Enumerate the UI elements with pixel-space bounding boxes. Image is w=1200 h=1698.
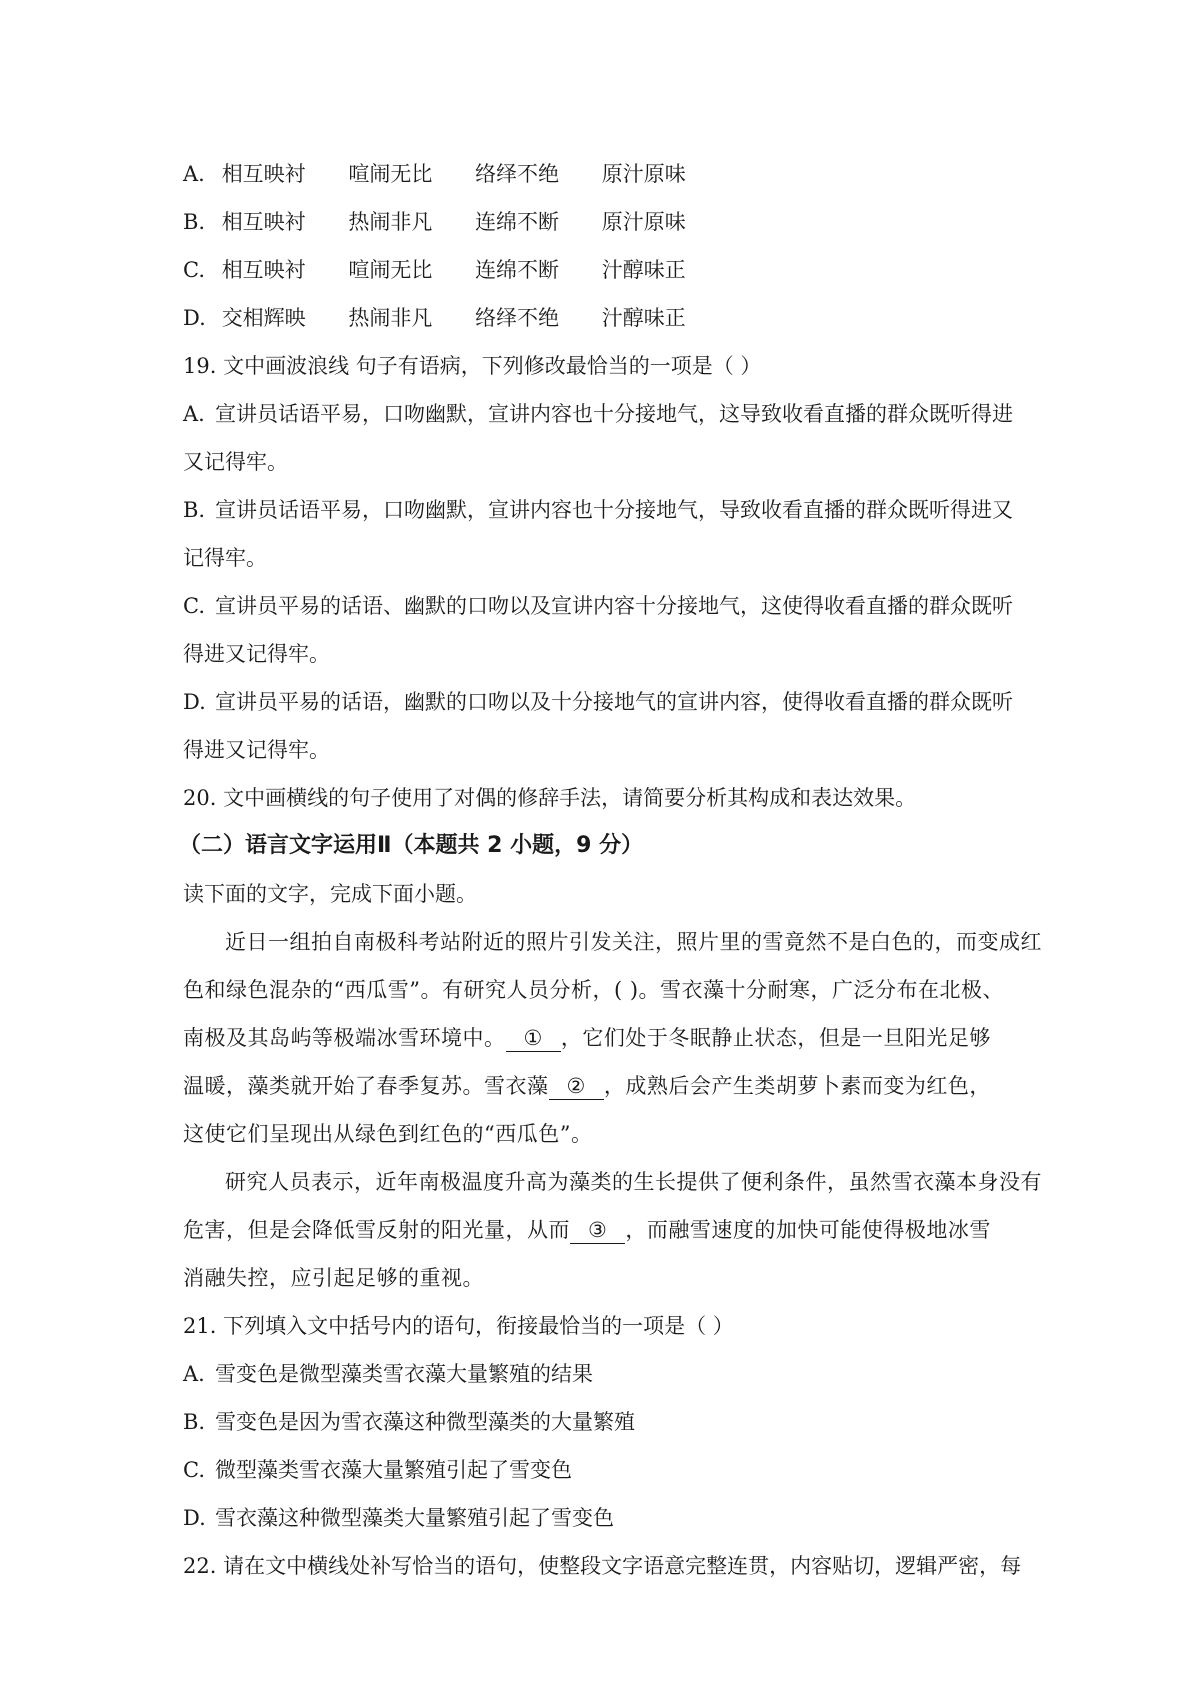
passage-text: 温暖，藻类就开始了春季复苏。雪衣藻 (183, 1074, 549, 1098)
option-term: 相互映衬 (221, 162, 306, 186)
passage-line: 色和绿色混杂的“西瓜雪”。有研究人员分析，( )。雪衣藻十分耐寒，广泛分布在北极、 (183, 978, 1005, 1002)
option-term: 热闹非凡 (348, 306, 433, 330)
passage-line: 消融失控，应引起足够的重视。 (183, 1266, 484, 1290)
option-label: B. (183, 1410, 206, 1434)
passage-text: 危害，但是会降低雪反射的阳光量，从而 (183, 1218, 570, 1242)
option-text: 宣讲员平易的话语，幽默的口吻以及十分接地气的宣讲内容，使得收看直播的群众既听 (215, 690, 1013, 714)
passage-line: 研究人员表示，近年南极温度升高为藻类的生长提供了便利条件，虽然雪衣藻本身没有 (225, 1170, 1042, 1194)
passage-line (183, 1014, 1033, 1062)
q21-option-a (183, 1350, 1033, 1398)
q22-stem: 22. 请在文中横线处补写恰当的语句，使整段文字语意完整连贯，内容贴切，逻辑严密，每 (183, 1554, 1022, 1578)
passage-text: ，它们处于冬眠静止状态，但是一旦阳光足够 (560, 1026, 991, 1050)
option-term: 连绵不断 (475, 258, 560, 282)
document-content (179, 150, 1042, 1590)
q19-option-d-line2: 得进又记得牢。 (183, 738, 330, 762)
passage-line: 这使它们呈现出从绿色到红色的“西瓜色”。 (183, 1122, 593, 1146)
option-label: D. (183, 306, 206, 330)
q21-option-d (183, 1494, 1033, 1542)
option-text: 宣讲员话语平易，口吻幽默，宣讲内容也十分接地气，这导致收看直播的群众既听得进 (215, 402, 1013, 426)
passage-text: ，而融雪速度的加快可能使得极地冰雪 (625, 1218, 991, 1242)
q21-stem: 21. 下列填入文中括号内的语句，衔接最恰当的一项是（ ） (183, 1314, 734, 1338)
q21-option-c (183, 1446, 1033, 1494)
option-label: D. (183, 690, 206, 714)
option-label: A. (183, 162, 205, 186)
option-label: A. (183, 402, 205, 426)
option-term: 汁醇味正 (601, 306, 686, 330)
passage-text: 南极及其岛屿等极端冰雪环境中。 (183, 1026, 506, 1050)
option-label: B. (183, 498, 206, 522)
option-label: C. (183, 1458, 205, 1482)
option-text: 宣讲员话语平易，口吻幽默，宣讲内容也十分接地气，导致收看直播的群众既听得进又 (215, 498, 1013, 522)
q19-option-b-line1 (183, 486, 1033, 534)
option-term: 喧闹无比 (348, 258, 433, 282)
fill-blank-1[interactable]: ① (506, 1025, 561, 1052)
q19-option-a-line1 (183, 390, 1033, 438)
option-text: 雪衣藻这种微型藻类大量繁殖引起了雪变色 (215, 1506, 614, 1530)
option-term: 原汁原味 (601, 162, 686, 186)
option-term: 喧闹无比 (348, 162, 433, 186)
passage-line: 近日一组拍自南极科考站附近的照片引发关注，照片里的雪竟然不是白色的，而变成红 (225, 930, 1042, 954)
option-text: 雪变色是微型藻类雪衣藻大量繁殖的结果 (215, 1362, 593, 1386)
instruction: 读下面的文字，完成下面小题。 (183, 882, 477, 906)
option-label: C. (183, 594, 205, 618)
q19-option-a-line2: 又记得牢。 (183, 450, 288, 474)
q20-stem: 20. 文中画横线的句子使用了对偶的修辞手法，请简要分析其构成和表达效果。 (183, 786, 917, 810)
section-title: （二）语言文字运用Ⅱ（本题共 2 小题，9 分） (179, 833, 644, 858)
option-label: D. (183, 1506, 206, 1530)
fill-blank-3[interactable]: ③ (570, 1217, 625, 1244)
q18-option-d (183, 294, 1033, 342)
q19-option-d-line1 (183, 678, 1033, 726)
option-term: 交相辉映 (221, 306, 306, 330)
option-term: 原汁原味 (601, 210, 686, 234)
option-term: 热闹非凡 (348, 210, 433, 234)
option-text: 宣讲员平易的话语、幽默的口吻以及宣讲内容十分接地气，这使得收看直播的群众既听 (215, 594, 1013, 618)
q18-option-b (183, 198, 1033, 246)
q19-option-b-line2: 记得牢。 (183, 546, 267, 570)
option-label: C. (183, 258, 205, 282)
option-label: A. (183, 1362, 205, 1386)
option-label: B. (183, 210, 206, 234)
option-text: 微型藻类雪衣藻大量繁殖引起了雪变色 (215, 1458, 572, 1482)
passage-line (183, 1062, 1033, 1110)
option-term: 相互映衬 (221, 258, 306, 282)
q18-option-a (183, 150, 1033, 198)
q21-option-b (183, 1398, 1033, 1446)
option-term: 络绎不绝 (475, 162, 560, 186)
option-text: 雪变色是因为雪衣藻这种微型藻类的大量繁殖 (215, 1410, 635, 1434)
q19-option-c-line2: 得进又记得牢。 (183, 642, 330, 666)
q18-option-c (183, 246, 1033, 294)
option-term: 连绵不断 (475, 210, 560, 234)
option-term: 络绎不绝 (475, 306, 560, 330)
q19-option-c-line1 (183, 582, 1033, 630)
passage-text: ，成熟后会产生类胡萝卜素而变为红色， (603, 1074, 991, 1098)
reading-passage (183, 918, 1042, 1302)
option-term: 相互映衬 (221, 210, 306, 234)
q19-stem: 19. 文中画波浪线 句子有语病，下列修改最恰当的一项是（ ） (183, 354, 762, 378)
passage-line (183, 1206, 1033, 1254)
fill-blank-2[interactable]: ② (549, 1073, 604, 1100)
option-term: 汁醇味正 (601, 258, 686, 282)
